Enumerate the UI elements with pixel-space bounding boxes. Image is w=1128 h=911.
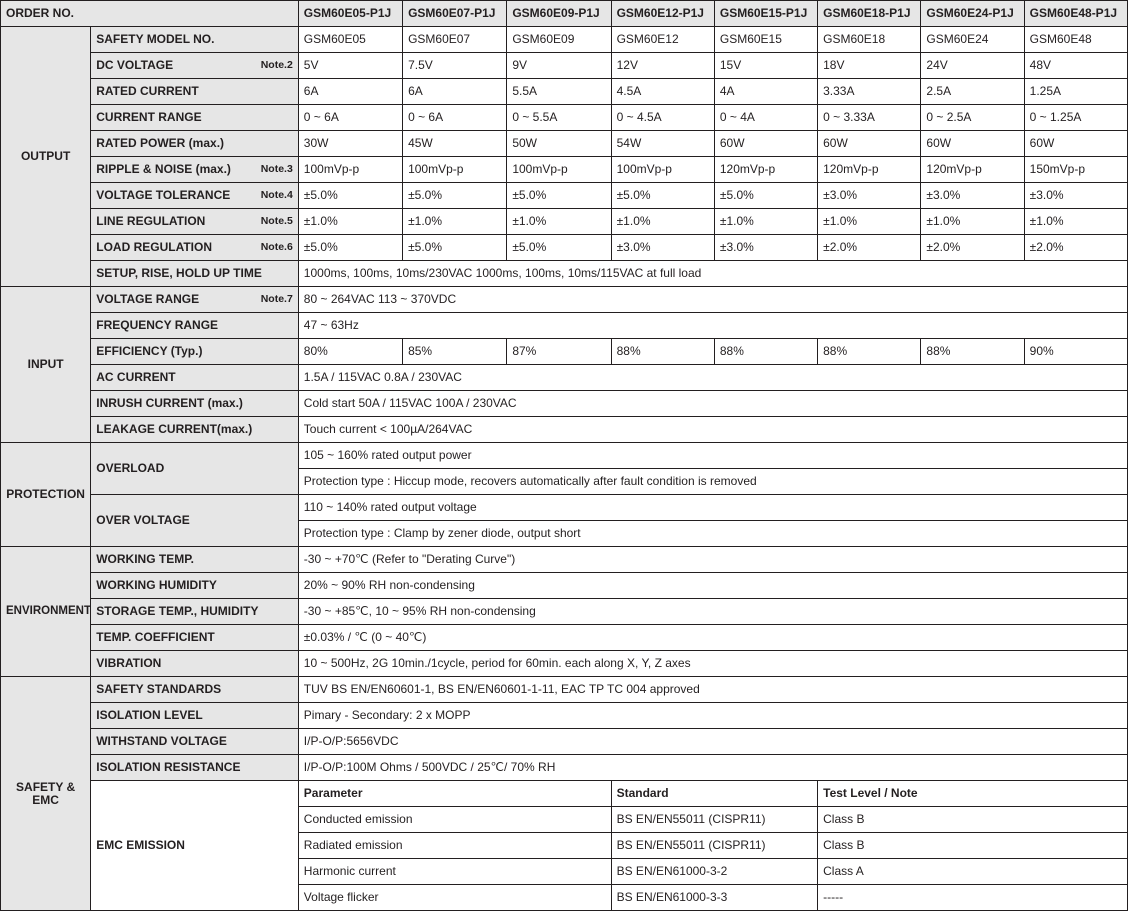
cell-value: 2.5A (921, 79, 1024, 105)
cell-value: 20% ~ 90% RH non-condensing (298, 573, 1127, 599)
table-row (1, 131, 1128, 157)
cell-value: 1000ms, 100ms, 10ms/230VAC 1000ms, 100ms, 10ms/115VAC at full load (298, 261, 1127, 287)
note-ref: Note.2 (260, 59, 293, 71)
emc-col-test-level: Test Level / Note (818, 781, 1128, 807)
cell-value: ±5.0% (403, 183, 507, 209)
note-ref: Note.4 (260, 189, 293, 201)
param-label: SAFETY MODEL NO. (96, 32, 215, 46)
cell-value: 6A (403, 79, 507, 105)
param-label: RATED POWER (max.) (96, 136, 225, 150)
param-over-voltage (91, 495, 299, 547)
cell-value: Touch current < 100µA/264VAC (298, 417, 1127, 443)
table-row (1, 157, 1128, 183)
cell-value: ±1.0% (611, 209, 714, 235)
cell-value: ±1.0% (921, 209, 1024, 235)
table-row (1, 573, 1128, 599)
cell-value: ±3.0% (611, 235, 714, 261)
param-working-temp (91, 547, 299, 573)
cell-value: ±5.0% (714, 183, 817, 209)
cell-value: ±5.0% (298, 183, 402, 209)
cell-value: 87% (507, 339, 611, 365)
table-row (1, 755, 1128, 781)
emc-test-level: Class B (818, 807, 1128, 833)
emc-parameter: Voltage flicker (298, 885, 611, 911)
cell-value: 60W (1024, 131, 1127, 157)
model-header-4: GSM60E15-P1J (714, 1, 817, 27)
cell-value: 90% (1024, 339, 1127, 365)
cell-value: 18V (818, 53, 921, 79)
section-label-safety-emc (1, 677, 91, 911)
emc-parameter: Radiated emission (298, 833, 611, 859)
emc-table-header-row (1, 781, 1128, 807)
param-ripple-noise (91, 157, 299, 183)
param-current-range (91, 105, 299, 131)
section-label-protection: PROTECTION (1, 443, 91, 547)
param-label: WITHSTAND VOLTAGE (96, 734, 227, 748)
param-label: TEMP. COEFFICIENT (96, 630, 215, 644)
cell-value: ±1.0% (1024, 209, 1127, 235)
cell-value: 45W (403, 131, 507, 157)
cell-value: -30 ~ +85℃, 10 ~ 95% RH non-condensing (298, 599, 1127, 625)
param-frequency-range (91, 313, 299, 339)
emc-test-level: ----- (818, 885, 1128, 911)
cell-value: 5.5A (507, 79, 611, 105)
param-line-regulation (91, 209, 299, 235)
cell-value: 24V (921, 53, 1024, 79)
table-row (1, 729, 1128, 755)
table-row (1, 105, 1128, 131)
param-efficiency (91, 339, 299, 365)
param-label: DC VOLTAGE (96, 58, 174, 72)
cell-value: 48V (1024, 53, 1127, 79)
emc-col-parameter: Parameter (298, 781, 611, 807)
cell-value: ±2.0% (921, 235, 1024, 261)
cell-value: 0 ~ 4A (714, 105, 817, 131)
cell-value: GSM60E18 (818, 27, 921, 53)
cell-value: 0 ~ 4.5A (611, 105, 714, 131)
cell-value: ±1.0% (818, 209, 921, 235)
section-label-output: OUTPUT (1, 27, 91, 287)
cell-value: 120mVp-p (921, 157, 1024, 183)
table-row (1, 339, 1128, 365)
cell-value: GSM60E24 (921, 27, 1024, 53)
cell-value: 60W (714, 131, 817, 157)
param-leakage-current (91, 417, 299, 443)
param-label: LINE REGULATION (96, 214, 206, 228)
table-row (1, 625, 1128, 651)
cell-value: ±5.0% (403, 235, 507, 261)
model-header-7: GSM60E48-P1J (1024, 1, 1127, 27)
cell-value: 120mVp-p (714, 157, 817, 183)
param-label: AC CURRENT (96, 370, 176, 384)
param-isolation-resistance (91, 755, 299, 781)
param-isolation-level (91, 703, 299, 729)
table-row (1, 53, 1128, 79)
cell-value: ±1.0% (507, 209, 611, 235)
table-row (1, 417, 1128, 443)
param-storage-temp-humidity (91, 599, 299, 625)
param-rated-current (91, 79, 299, 105)
cell-value: Protection type : Hiccup mode, recovers automatically after fault condition is removed (298, 469, 1127, 495)
emc-standard: BS EN/EN61000-3-2 (611, 859, 818, 885)
cell-value: 47 ~ 63Hz (298, 313, 1127, 339)
cell-value: 1.25A (1024, 79, 1127, 105)
model-header-1: GSM60E07-P1J (403, 1, 507, 27)
emc-standard: BS EN/EN55011 (CISPR11) (611, 807, 818, 833)
model-header-3: GSM60E12-P1J (611, 1, 714, 27)
cell-value: 0 ~ 2.5A (921, 105, 1024, 131)
order-no-label: ORDER NO. (1, 1, 299, 27)
param-dc-voltage (91, 53, 299, 79)
cell-value: GSM60E15 (714, 27, 817, 53)
param-temp-coefficient (91, 625, 299, 651)
cell-value: 0 ~ 6A (298, 105, 402, 131)
cell-value: 100mVp-p (298, 157, 402, 183)
cell-value: 1.5A / 115VAC 0.8A / 230VAC (298, 365, 1127, 391)
param-withstand-voltage (91, 729, 299, 755)
param-overload (91, 443, 299, 495)
table-row (1, 495, 1128, 521)
cell-value: Pimary - Secondary: 2 x MOPP (298, 703, 1127, 729)
param-voltage-range (91, 287, 299, 313)
param-label: RIPPLE & NOISE (max.) (96, 162, 231, 176)
cell-value: 7.5V (403, 53, 507, 79)
cell-value: 80 ~ 264VAC 113 ~ 370VDC (298, 287, 1127, 313)
table-row (1, 651, 1128, 677)
cell-value: 88% (818, 339, 921, 365)
param-label: SETUP, RISE, HOLD UP TIME (96, 266, 262, 280)
table-row (1, 313, 1128, 339)
section-label-input: INPUT (1, 287, 91, 443)
cell-value: ±3.0% (714, 235, 817, 261)
cell-value: ±2.0% (1024, 235, 1127, 261)
model-header-5: GSM60E18-P1J (818, 1, 921, 27)
note-ref: Note.6 (260, 241, 293, 253)
table-row (1, 235, 1128, 261)
model-header-6: GSM60E24-P1J (921, 1, 1024, 27)
cell-value: 4.5A (611, 79, 714, 105)
emc-parameter: Conducted emission (298, 807, 611, 833)
param-working-humidity (91, 573, 299, 599)
table-row (1, 183, 1128, 209)
cell-value: ±3.0% (1024, 183, 1127, 209)
table-header-row (1, 1, 1128, 27)
safety-label-line1: SAFETY & (16, 779, 76, 794)
cell-value: GSM60E12 (611, 27, 714, 53)
cell-value: 105 ~ 160% rated output power (298, 443, 1127, 469)
param-label: INRUSH CURRENT (max.) (96, 396, 243, 410)
cell-value: ±1.0% (298, 209, 402, 235)
emc-standard: BS EN/EN55011 (CISPR11) (611, 833, 818, 859)
cell-value: 80% (298, 339, 402, 365)
param-label: LOAD REGULATION (96, 240, 213, 254)
cell-value: 88% (714, 339, 817, 365)
model-header-2: GSM60E09-P1J (507, 1, 611, 27)
table-row (1, 261, 1128, 287)
cell-value: 100mVp-p (403, 157, 507, 183)
param-label: EMC EMISSION (96, 838, 185, 852)
emc-test-level: Class A (818, 859, 1128, 885)
cell-value: 12V (611, 53, 714, 79)
table-row (1, 209, 1128, 235)
cell-value: 0 ~ 1.25A (1024, 105, 1127, 131)
emc-test-level: Class B (818, 833, 1128, 859)
param-label: OVER VOLTAGE (96, 513, 190, 527)
table-row (1, 703, 1128, 729)
cell-value: Cold start 50A / 115VAC 100A / 230VAC (298, 391, 1127, 417)
cell-value: 100mVp-p (611, 157, 714, 183)
param-safety-model-no (91, 27, 299, 53)
param-ac-current (91, 365, 299, 391)
table-row (1, 677, 1128, 703)
cell-value: ±3.0% (818, 183, 921, 209)
cell-value: 15V (714, 53, 817, 79)
param-label: WORKING TEMP. (96, 552, 195, 566)
param-label: STORAGE TEMP., HUMIDITY (96, 604, 259, 618)
table-row (1, 443, 1128, 469)
cell-value: GSM60E48 (1024, 27, 1127, 53)
cell-value: 54W (611, 131, 714, 157)
cell-value: 0 ~ 3.33A (818, 105, 921, 131)
param-label: VIBRATION (96, 656, 162, 670)
cell-value: 85% (403, 339, 507, 365)
cell-value: GSM60E05 (298, 27, 402, 53)
table-row (1, 599, 1128, 625)
param-label: CURRENT RANGE (96, 110, 202, 124)
cell-value: 60W (921, 131, 1024, 157)
param-label: OVERLOAD (96, 461, 165, 475)
cell-value: ±1.0% (714, 209, 817, 235)
cell-value: 110 ~ 140% rated output voltage (298, 495, 1127, 521)
table-row (1, 365, 1128, 391)
cell-value: ±1.0% (403, 209, 507, 235)
model-header-0: GSM60E05-P1J (298, 1, 402, 27)
param-safety-standards (91, 677, 299, 703)
param-emc-emission (91, 781, 299, 911)
cell-value: I/P-O/P:5656VDC (298, 729, 1127, 755)
param-voltage-tolerance (91, 183, 299, 209)
cell-value: 10 ~ 500Hz, 2G 10min./1cycle, period for 60min. each along X, Y, Z axes (298, 651, 1127, 677)
cell-value: 3.33A (818, 79, 921, 105)
note-ref: Note.7 (260, 293, 293, 305)
emc-col-standard: Standard (611, 781, 818, 807)
param-label: LEAKAGE CURRENT(max.) (96, 422, 253, 436)
cell-value: 88% (921, 339, 1024, 365)
cell-value: 6A (298, 79, 402, 105)
param-label: FREQUENCY RANGE (96, 318, 219, 332)
cell-value: 5V (298, 53, 402, 79)
cell-value: 4A (714, 79, 817, 105)
param-label: ISOLATION RESISTANCE (96, 760, 241, 774)
param-label: ISOLATION LEVEL (96, 708, 203, 722)
table-row (1, 547, 1128, 573)
emc-parameter: Harmonic current (298, 859, 611, 885)
section-label-environment: ENVIRONMENT (1, 547, 91, 677)
cell-value: I/P-O/P:100M Ohms / 500VDC / 25℃/ 70% RH (298, 755, 1127, 781)
param-label: WORKING HUMIDITY (96, 578, 217, 592)
cell-value: 0 ~ 5.5A (507, 105, 611, 131)
param-label: VOLTAGE TOLERANCE (96, 188, 231, 202)
cell-value: GSM60E07 (403, 27, 507, 53)
table-row (1, 27, 1128, 53)
cell-value: ±0.03% / ℃ (0 ~ 40℃) (298, 625, 1127, 651)
cell-value: 150mVp-p (1024, 157, 1127, 183)
cell-value: 60W (818, 131, 921, 157)
cell-value: ±5.0% (507, 183, 611, 209)
param-setup-rise-hold-up-time (91, 261, 299, 287)
cell-value: GSM60E09 (507, 27, 611, 53)
cell-value: Protection type : Clamp by zener diode, output short (298, 521, 1127, 547)
table-row (1, 391, 1128, 417)
param-rated-power (91, 131, 299, 157)
cell-value: ±5.0% (507, 235, 611, 261)
cell-value: 88% (611, 339, 714, 365)
cell-value: ±3.0% (921, 183, 1024, 209)
cell-value: 50W (507, 131, 611, 157)
cell-value: 30W (298, 131, 402, 157)
param-label: RATED CURRENT (96, 84, 199, 98)
cell-value: -30 ~ +70℃ (Refer to "Derating Curve") (298, 547, 1127, 573)
table-row (1, 79, 1128, 105)
cell-value: TUV BS EN/EN60601-1, BS EN/EN60601-1-11, EAC TP TC 004 approved (298, 677, 1127, 703)
cell-value: 0 ~ 6A (403, 105, 507, 131)
param-vibration (91, 651, 299, 677)
cell-value: ±5.0% (298, 235, 402, 261)
emc-standard: BS EN/EN61000-3-3 (611, 885, 818, 911)
note-ref: Note.5 (260, 215, 293, 227)
cell-value: 9V (507, 53, 611, 79)
table-row (1, 287, 1128, 313)
cell-value: 100mVp-p (507, 157, 611, 183)
param-load-regulation (91, 235, 299, 261)
param-label: SAFETY STANDARDS (96, 682, 222, 696)
cell-value: ±2.0% (818, 235, 921, 261)
cell-value: 120mVp-p (818, 157, 921, 183)
param-label: VOLTAGE RANGE (96, 292, 200, 306)
note-ref: Note.3 (260, 163, 293, 175)
cell-value: ±5.0% (611, 183, 714, 209)
safety-label-line2: EMC (32, 792, 59, 807)
param-inrush-current (91, 391, 299, 417)
param-label: EFFICIENCY (Typ.) (96, 344, 203, 358)
